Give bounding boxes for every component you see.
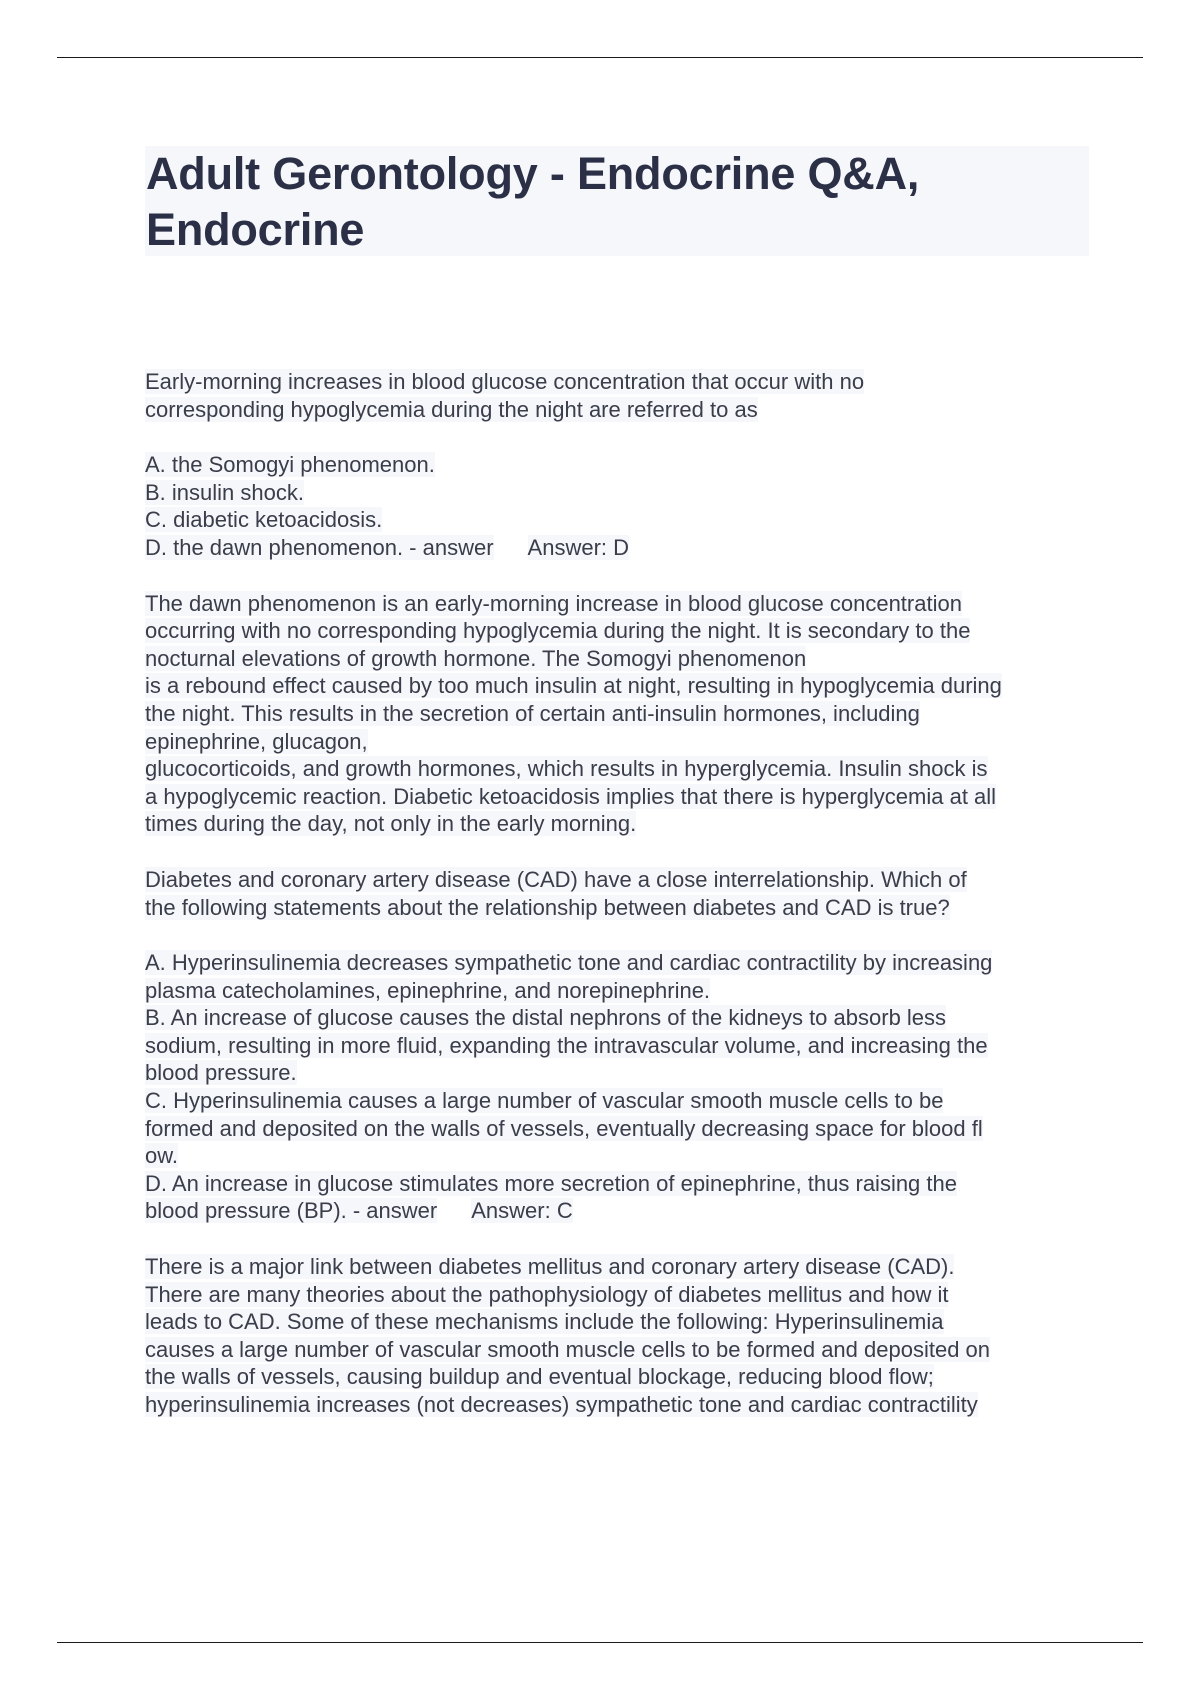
question-2 xyxy=(145,866,1095,921)
title-line-2: Endocrine xyxy=(146,204,365,255)
text-line: C. Hyperinsulinemia causes a large number of vascular smooth muscle cells to be xyxy=(145,1088,944,1114)
text-line: a hypoglycemic reaction. Diabetic ketoacidosis implies that there is hyperglycemia at all xyxy=(145,783,997,809)
explanation-2 xyxy=(145,1253,1095,1419)
text-line: The dawn phenomenon is an early-morning increase in blood glucose concentration xyxy=(145,590,962,616)
text-line: hyperinsulinemia increases (not decreases) sympathetic tone and cardiac contractility xyxy=(145,1392,978,1417)
text-line: B. An increase of glucose causes the distal nephrons of the kidneys to absorb less xyxy=(145,1005,947,1031)
answer-label: Answer: D xyxy=(527,534,630,560)
header-rule xyxy=(57,57,1143,58)
text-line: times during the day, not only in the early morning. xyxy=(145,811,637,837)
option-c: C. diabetic ketoacidosis. xyxy=(145,507,383,533)
option-b: B. insulin shock. xyxy=(145,479,304,505)
answer-label: Answer: C xyxy=(471,1198,573,1224)
text-line: the night. This results in the secretion of certain anti-insulin hormones, including xyxy=(145,700,920,726)
answer-line: blood pressure (BP). - answer Answer: C xyxy=(145,1198,573,1224)
text-line: the following statements about the relationship between diabetes and CAD is true? xyxy=(145,894,950,920)
document-body xyxy=(145,368,1095,1447)
text-line: epinephrine, glucagon, xyxy=(145,728,368,754)
text-line: nocturnal elevations of growth hormone. The Somogyi phenomenon xyxy=(145,645,807,671)
title-block xyxy=(145,146,1089,256)
text-line: ow. xyxy=(145,1143,179,1169)
text-line: formed and deposited on the walls of vessels, eventually decreasing space for blood fl xyxy=(145,1115,983,1141)
title-line-1: Adult Gerontology - Endocrine Q&A, xyxy=(146,148,920,199)
text-line: sodium, resulting in more fluid, expanding the intravascular volume, and increasing the xyxy=(145,1032,988,1058)
text-line: causes a large number of vascular smooth muscle cells to be formed and deposited on xyxy=(145,1336,991,1362)
text-line: There are many theories about the pathophysiology of diabetes mellitus and how it xyxy=(145,1281,949,1307)
option-d-answer-line: D. the dawn phenomenon. - answer Answer: D xyxy=(145,534,630,560)
question-1-options xyxy=(145,451,1095,561)
text-line: occurring with no corresponding hypoglycemia during the night. It is secondary to the xyxy=(145,618,971,644)
text-line: leads to CAD. Some of these mechanisms include the following: Hyperinsulinemia xyxy=(145,1309,944,1335)
text-line: the walls of vessels, causing buildup and eventual blockage, reducing blood flow; xyxy=(145,1364,934,1390)
question-2-options xyxy=(145,949,1095,1225)
text-line: corresponding hypoglycemia during the night are referred to as xyxy=(145,396,758,422)
text-line: Diabetes and coronary artery disease (CAD) have a close interrelationship. Which of xyxy=(145,866,967,892)
document-title xyxy=(145,146,1089,258)
text-line: There is a major link between diabetes mellitus and coronary artery disease (CAD). xyxy=(145,1254,955,1280)
text-line: is a rebound effect caused by too much insulin at night, resulting in hypoglycemia during xyxy=(145,673,1002,699)
text-line: plasma catecholamines, epinephrine, and norepinephrine. xyxy=(145,977,711,1003)
text-line: D. An increase in glucose stimulates more secretion of epinephrine, thus raising the xyxy=(145,1170,957,1196)
text-line: blood pressure. xyxy=(145,1060,297,1086)
text-line: A. Hyperinsulinemia decreases sympathetic tone and cardiac contractility by increasing xyxy=(145,950,993,976)
option-a: A. the Somogyi phenomenon. xyxy=(145,452,435,478)
text-line: glucocorticoids, and growth hormones, which results in hyperglycemia. Insulin shock is xyxy=(145,756,988,782)
text-line: Early-morning increases in blood glucose concentration that occur with no xyxy=(145,369,865,394)
explanation-1 xyxy=(145,590,1095,838)
footer-rule xyxy=(57,1642,1143,1643)
question-1 xyxy=(145,368,1095,423)
